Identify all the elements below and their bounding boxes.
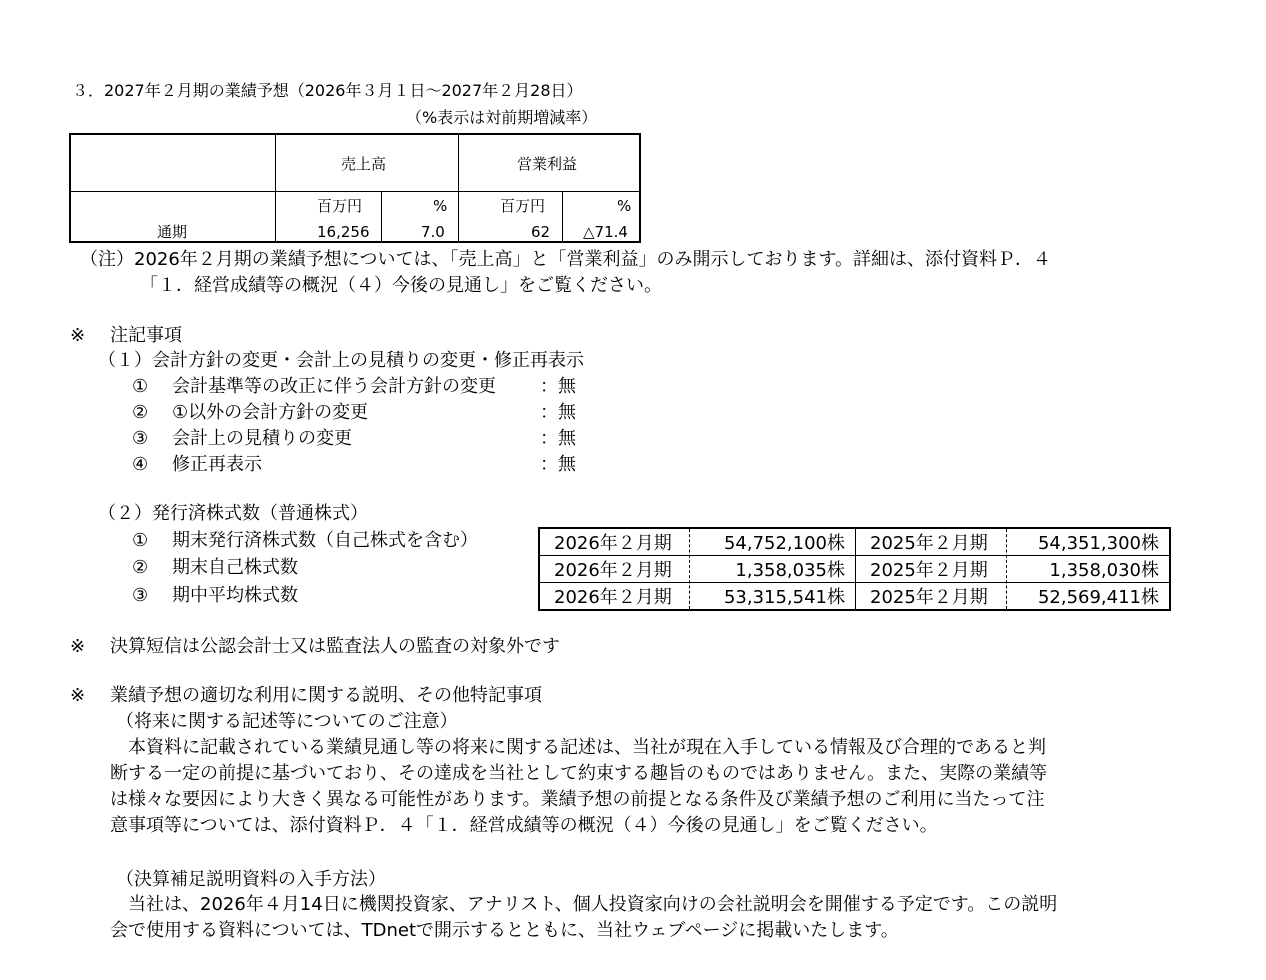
op-value: 62 <box>531 223 551 241</box>
forecast-table <box>69 133 641 243</box>
item-label: 会計基準等の改正に伴う会計方針の変更 <box>172 376 496 397</box>
forecast-note-line2: 「１．経営成績等の概況（４）今後の見通し」をご覧ください。 <box>140 275 662 296</box>
period-current: 2026年２月期 <box>554 560 672 581</box>
row-label-full-year: 通期 <box>157 223 188 241</box>
value-current: 1,358,035株 <box>735 560 845 581</box>
period-prior: 2025年２月期 <box>870 587 988 608</box>
item-label: 修正再表示 <box>172 454 262 475</box>
share-label: 期末自己株式数 <box>172 557 298 578</box>
period-current: 2026年２月期 <box>554 587 672 608</box>
forecast-note-line1: （注）2026年２月期の業績予想については、「売上高」と「営業利益」のみ開示しております。詳細は、添付資料Ｐ．４ <box>80 249 1052 270</box>
audit-text: 決算短信は公認会計士又は監査法人の監査の対象外です <box>110 636 560 657</box>
period-current: 2026年２月期 <box>554 533 672 554</box>
para2-line: 当社は、2026年４月14日に機関投資家、アナリスト、個人投資家向けの会社説明会を開催する予定です。この説明 <box>128 894 1058 915</box>
shares-row <box>540 583 1169 610</box>
unit-op-million: 百万円 <box>500 197 546 215</box>
col-header-sales: 売上高 <box>341 155 387 173</box>
sales-value: 16,256 <box>317 223 370 241</box>
para1-line: は様々な要因により大きく異なる可能性があります。業績予想の前提となる条件及び業績予想のご利用に当たって注 <box>110 789 1045 810</box>
usage-sub2: （決算補足説明資料の入手方法） <box>116 869 386 890</box>
value-prior: 52,569,411株 <box>1037 587 1159 608</box>
item-label: 会計上の見積りの変更 <box>172 428 352 449</box>
para1-line: 断する一定の前提に基づいており、その達成を当社として約束する趣旨のものではありません。また、実際の業績等 <box>110 763 1048 784</box>
item-num: ④ <box>132 454 149 475</box>
share-label: 期中平均株式数 <box>172 585 298 606</box>
value-current: 54,752,100株 <box>723 533 845 554</box>
period-prior: 2025年２月期 <box>870 533 988 554</box>
notes-sub2: （２）発行済株式数（普通株式） <box>98 503 368 524</box>
para2-line: 会で使用する資料については、TDnetで開示するとともに、当社ウェブページに掲載いたします。 <box>110 920 899 941</box>
item-label: ①以外の会計方針の変更 <box>172 402 369 423</box>
share-label: 期末発行済株式数（自己株式を含む） <box>172 530 478 551</box>
audit-mark: ※ <box>70 636 86 657</box>
item-num: ② <box>132 402 149 423</box>
value-current: 53,315,541株 <box>723 587 845 608</box>
usage-heading: 業績予想の適切な利用に関する説明、その他特記事項 <box>110 685 542 706</box>
value-prior: 1,358,030株 <box>1049 560 1159 581</box>
item-num: ③ <box>132 428 149 449</box>
share-num: ③ <box>132 585 149 606</box>
share-num: ① <box>132 530 149 551</box>
unit-sales-pct: % <box>433 197 448 215</box>
shares-row <box>540 556 1169 583</box>
notes-sub1: （１）会計方針の変更・会計上の見積りの変更・修正再表示 <box>98 350 584 371</box>
usage-sub1: （将来に関する記述等についてのご注意） <box>116 711 458 732</box>
share-num: ② <box>132 557 149 578</box>
sales-pct: 7.0 <box>421 223 445 241</box>
item-value: ：無 <box>540 454 576 475</box>
item-value: ：無 <box>540 376 576 397</box>
col-header-operating-profit: 営業利益 <box>517 155 578 173</box>
notes-mark: ※ <box>70 325 86 346</box>
item-value: ：無 <box>540 402 576 423</box>
unit-op-pct: % <box>617 197 632 215</box>
item-value: ：無 <box>540 428 576 449</box>
forecast-heading: ３．2027年２月期の業績予想（2026年３月１日～2027年２月28日） <box>72 81 583 100</box>
notes-heading: 注記事項 <box>110 325 182 346</box>
para1-line: 意事項等については、添付資料Ｐ．４「１．経営成績等の概況（４）今後の見通し」をご覧ください。 <box>110 815 938 836</box>
unit-sales-million: 百万円 <box>317 197 363 215</box>
shares-table <box>538 527 1171 611</box>
shares-row <box>540 529 1169 556</box>
item-num: ① <box>132 376 149 397</box>
value-prior: 54,351,300株 <box>1037 533 1159 554</box>
forecast-pct-note: （%表示は対前期増減率） <box>406 108 598 127</box>
period-prior: 2025年２月期 <box>870 560 988 581</box>
usage-mark: ※ <box>70 685 86 706</box>
op-pct: △71.4 <box>583 223 628 241</box>
para1-line: 本資料に記載されている業績見通し等の将来に関する記述は、当社が現在入手している情報及び合理的であると判 <box>128 737 1046 758</box>
